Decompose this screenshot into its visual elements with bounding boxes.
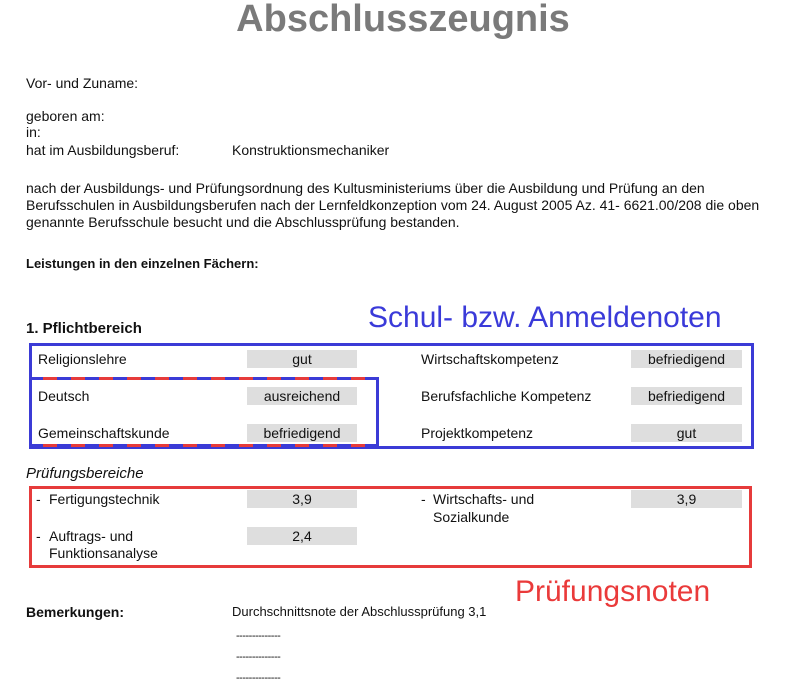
grade-left-3: befriedigend [247,424,357,442]
subject-left-3: Gemeinschaftskunde [38,425,170,441]
exam-grade-3: 3,9 [631,490,742,508]
subject-left-1: Religionslehre [38,351,127,367]
exam-subject-2-line2: Funktionsanalyse [49,545,158,561]
grade-right-2: befriedigend [631,387,742,405]
subject-left-2: Deutsch [38,388,90,404]
remarks-dash-3: -------------- [236,672,281,684]
grade-right-3: gut [631,424,742,442]
profession-label: hat im Ausbildungsberuf: [26,142,180,158]
subject-right-3: Projektkompetenz [421,425,534,441]
grade-right-1: befriedigend [631,350,742,368]
pflicht-heading: 1. Pflichtbereich [26,320,142,337]
exam-subject-2-line1: Auftrags- und [49,528,134,544]
exam-dash-1: - [36,491,41,507]
born-label: geboren am: [26,108,105,124]
subject-right-1: Wirtschaftskompetenz [421,351,559,367]
exam-grade-1: 3,9 [247,490,357,508]
performance-heading: Leistungen in den einzelnen Fächern: [26,256,259,271]
exam-dash-3: - [421,491,426,507]
place-label: in: [26,124,41,140]
exam-grade-2: 2,4 [247,527,357,545]
document-title: Abschlusszeugnis [236,0,570,40]
certificate-paragraph: nach der Ausbildungs- und Prüfungsordnung des Kultusministeriums über die Ausbildung und Prüfung an den Berufsschulen in Ausbildungsberufen nach der Lernfeldkonzeption vom 24. August 2005 Az. 41- 6621.00/208 die oben genannte Berufsschule besucht und die Abschlussprüfung bestanden. [26,180,760,230]
pruefung-heading: Prüfungsbereiche [26,465,144,482]
name-label: Vor- und Zuname: [26,75,139,91]
remarks-text: Durchschnittsnote der Abschlussprüfung 3,1 [232,604,487,619]
remarks-dash-2: -------------- [236,651,281,663]
remarks-label: Bemerkungen: [26,604,125,620]
exam-subject-3-line2: Sozialkunde [433,509,510,525]
subject-right-2: Berufsfachliche Kompetenz [421,388,592,404]
exam-subject-3-line1: Wirtschafts- und [433,491,535,507]
grade-left-2: ausreichend [247,387,357,405]
exam-grades-annotation: Prüfungsnoten [515,575,711,608]
school-grades-annotation: Schul- bzw. Anmeldenoten [368,301,722,334]
exam-dash-2: - [36,528,41,544]
profession-value: Konstruktionsmechaniker [232,142,390,158]
remarks-dash-1: -------------- [236,630,281,642]
grade-left-1: gut [247,350,357,368]
exam-subject-1: Fertigungstechnik [49,491,160,507]
